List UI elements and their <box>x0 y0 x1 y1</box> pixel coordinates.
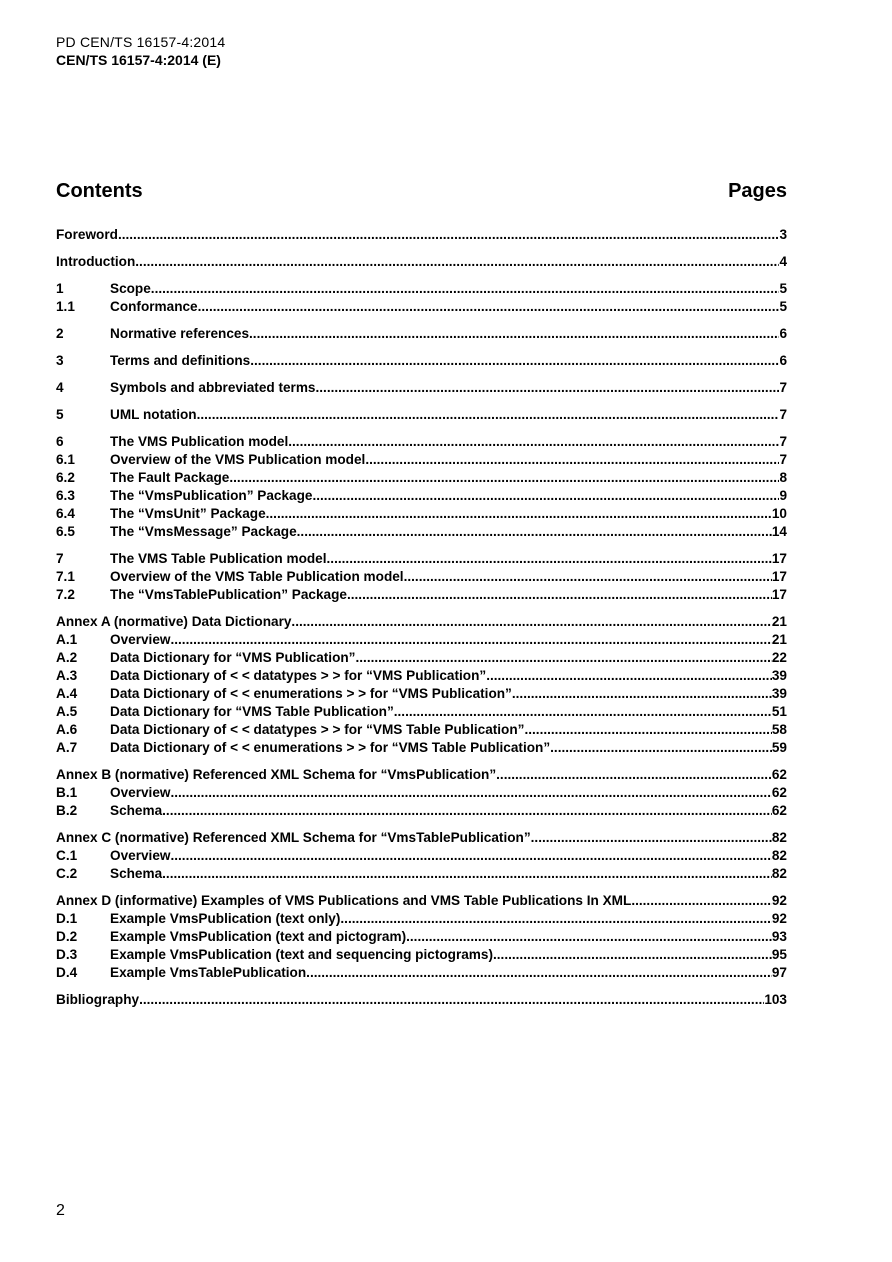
toc-dot-leader <box>170 847 771 865</box>
toc-dot-leader <box>170 784 771 802</box>
toc-entry-page: 93 <box>771 929 787 944</box>
toc-entry-page: 39 <box>771 668 787 683</box>
toc-entry[interactable] <box>56 991 787 1009</box>
toc-entry-number: 2 <box>56 326 64 341</box>
toc-entry-title: Normative references <box>110 326 250 341</box>
toc-entry-number: A.7 <box>56 740 78 755</box>
toc-entry-title: Annex B (normative) Referenced XML Schema for “VmsPublication” <box>56 767 497 782</box>
toc-entry-page: 95 <box>771 947 787 962</box>
toc-entry-page: 62 <box>771 785 787 800</box>
toc-entry[interactable] <box>56 964 787 982</box>
toc-entry-number: A.2 <box>56 650 78 665</box>
toc-dot-leader <box>316 379 780 397</box>
toc-dot-leader <box>118 226 780 244</box>
toc-dot-leader <box>229 469 779 487</box>
toc-dot-leader <box>312 487 779 505</box>
toc-dot-leader <box>631 892 772 910</box>
toc-entry-page: 62 <box>771 767 787 782</box>
toc-entry-number: 3 <box>56 353 64 368</box>
toc-entry[interactable] <box>56 406 787 424</box>
toc-entry-title: Annex C (normative) Referenced XML Schema for “VmsTablePublication” <box>56 830 531 845</box>
toc-entry-number: 1 <box>56 281 64 296</box>
toc-dot-leader <box>170 631 771 649</box>
toc-entry-title: Annex D (informative) Examples of VMS Publications and VMS Table Publications In XML <box>56 893 632 908</box>
toc-dot-leader <box>151 280 780 298</box>
contents-heading-row <box>56 180 787 204</box>
toc-entry-page: 39 <box>771 686 787 701</box>
toc-entry[interactable] <box>56 892 787 910</box>
toc-entry-number: C.1 <box>56 848 78 863</box>
toc-entry-title: Schema <box>110 803 163 818</box>
toc-entry[interactable] <box>56 451 787 469</box>
toc-entry-title: Bibliography <box>56 992 140 1007</box>
toc-entry-title: Foreword <box>56 227 118 242</box>
toc-entry-page: 5 <box>779 299 787 314</box>
toc-entry-page: 6 <box>779 353 787 368</box>
toc-entry[interactable] <box>56 847 787 865</box>
toc-entry-title: Introduction <box>56 254 136 269</box>
toc-entry-page: 7 <box>779 407 787 422</box>
toc-entry[interactable] <box>56 505 787 523</box>
toc-entry[interactable] <box>56 226 787 244</box>
toc-entry-title: Overview <box>110 632 171 647</box>
toc-dot-leader <box>531 829 772 847</box>
toc-entry-title: The “VmsMessage” Package <box>110 524 297 539</box>
toc-entry-number: D.1 <box>56 911 78 926</box>
toc-entry-title: Data Dictionary of < < enumerations > > for “VMS Publication” <box>110 686 512 701</box>
toc-entry[interactable] <box>56 487 787 505</box>
toc-entry-title: Overview of the VMS Publication model <box>110 452 366 467</box>
toc-entry-page: 51 <box>771 704 787 719</box>
toc-entry-number: A.1 <box>56 632 78 647</box>
toc-dot-leader <box>365 451 779 469</box>
toc-dot-leader <box>162 802 772 820</box>
toc-entry-title: The Fault Package <box>110 470 230 485</box>
toc-entry-number: 7 <box>56 551 64 566</box>
toc-entry[interactable] <box>56 766 787 784</box>
toc-entry[interactable] <box>56 352 787 370</box>
toc-entry-number: B.1 <box>56 785 78 800</box>
toc-entry-title: Overview <box>110 785 171 800</box>
toc-entry-page: 7 <box>779 434 787 449</box>
toc-entry-title: The “VmsPublication” Package <box>110 488 313 503</box>
toc-entry-number: 6 <box>56 434 64 449</box>
toc-entry-page: 59 <box>771 740 787 755</box>
toc-entry-page: 8 <box>779 470 787 485</box>
toc-entry-title: Example VmsPublication (text only) <box>110 911 341 926</box>
toc-entry[interactable] <box>56 469 787 487</box>
toc-entry[interactable] <box>56 298 787 316</box>
toc-entry-title: Data Dictionary of < < datatypes > > for “VMS Publication” <box>110 668 487 683</box>
toc-entry-number: 1.1 <box>56 299 75 314</box>
toc-entry-page: 6 <box>779 326 787 341</box>
toc-entry-number: 6.5 <box>56 524 75 539</box>
toc-entry-title: Data Dictionary of < < datatypes > > for “VMS Table Publication” <box>110 722 525 737</box>
toc-entry-title: The “VmsTablePublication” Package <box>110 587 347 602</box>
toc-entry[interactable] <box>56 928 787 946</box>
toc-entry-page: 103 <box>764 992 787 1007</box>
toc-entry-number: 6.4 <box>56 506 75 521</box>
toc-entry-number: B.2 <box>56 803 78 818</box>
toc-dot-leader <box>394 703 772 721</box>
toc-entry-title: Data Dictionary of < < enumerations > > for “VMS Table Publication” <box>110 740 551 755</box>
toc-dot-leader <box>139 991 764 1009</box>
toc-entry[interactable] <box>56 802 787 820</box>
toc-entry-page: 9 <box>779 488 787 503</box>
document-id-bold-line: CEN/TS 16157-4:2014 (E) <box>56 52 221 68</box>
toc-dot-leader <box>266 505 772 523</box>
toc-entry-number: A.4 <box>56 686 78 701</box>
toc-entry-number: A.6 <box>56 722 78 737</box>
toc-entry-page: 17 <box>771 551 787 566</box>
toc-entry[interactable] <box>56 910 787 928</box>
pages-title: Pages <box>728 180 787 202</box>
toc-dot-leader <box>512 685 772 703</box>
toc-entry-page: 17 <box>771 569 787 584</box>
toc-entry-number: 6.2 <box>56 470 75 485</box>
toc-entry-page: 4 <box>779 254 787 269</box>
toc-entry[interactable] <box>56 325 787 343</box>
toc-entry-number: C.2 <box>56 866 78 881</box>
table-of-contents <box>56 226 787 1009</box>
toc-dot-leader <box>496 766 772 784</box>
toc-entry[interactable] <box>56 667 787 685</box>
toc-entry-page: 10 <box>771 506 787 521</box>
toc-entry-title: The “VmsUnit” Package <box>110 506 266 521</box>
toc-entry-number: 6.3 <box>56 488 75 503</box>
toc-dot-leader <box>404 568 772 586</box>
toc-entry-page: 21 <box>771 614 787 629</box>
toc-entry-title: Example VmsPublication (text and sequencing pictograms) <box>110 947 493 962</box>
toc-dot-leader <box>162 865 772 883</box>
toc-dot-leader <box>297 523 772 541</box>
toc-dot-leader <box>340 910 771 928</box>
toc-entry-page: 7 <box>779 380 787 395</box>
toc-entry-page: 3 <box>779 227 787 242</box>
toc-entry-title: Annex A (normative) Data Dictionary <box>56 614 292 629</box>
contents-title: Contents <box>56 180 143 202</box>
toc-dot-leader <box>347 586 772 604</box>
toc-entry[interactable] <box>56 586 787 604</box>
toc-entry-page: 82 <box>771 866 787 881</box>
toc-entry-title: Scope <box>110 281 151 296</box>
toc-entry-title: Example VmsPublication (text and pictogram) <box>110 929 407 944</box>
toc-entry-title: UML notation <box>110 407 197 422</box>
toc-entry-page: 22 <box>771 650 787 665</box>
toc-entry-title: Data Dictionary for “VMS Publication” <box>110 650 356 665</box>
toc-dot-leader <box>524 721 771 739</box>
toc-entry[interactable] <box>56 784 787 802</box>
toc-dot-leader <box>250 352 779 370</box>
toc-entry-title: Terms and definitions <box>110 353 251 368</box>
toc-entry-page: 97 <box>771 965 787 980</box>
toc-dot-leader <box>406 928 772 946</box>
toc-entry-page: 58 <box>771 722 787 737</box>
toc-entry-title: Overview of the VMS Table Publication model <box>110 569 404 584</box>
toc-entry[interactable] <box>56 613 787 631</box>
toc-dot-leader <box>291 613 771 631</box>
toc-entry-page: 14 <box>771 524 787 539</box>
toc-entry-page: 82 <box>771 848 787 863</box>
document-id-line: PD CEN/TS 16157-4:2014 <box>56 34 226 50</box>
toc-entry-page: 92 <box>771 911 787 926</box>
toc-entry-number: 6.1 <box>56 452 75 467</box>
toc-dot-leader <box>288 433 779 451</box>
toc-entry[interactable] <box>56 379 787 397</box>
toc-dot-leader <box>249 325 779 343</box>
toc-entry-page: 7 <box>779 452 787 467</box>
toc-entry-number: 7.1 <box>56 569 75 584</box>
toc-entry-page: 92 <box>771 893 787 908</box>
toc-entry-title: Schema <box>110 866 163 881</box>
toc-dot-leader <box>306 964 772 982</box>
toc-dot-leader <box>486 667 772 685</box>
toc-entry[interactable] <box>56 523 787 541</box>
toc-entry-title: The VMS Table Publication model <box>110 551 327 566</box>
toc-entry-title: Conformance <box>110 299 198 314</box>
toc-entry[interactable] <box>56 703 787 721</box>
toc-entry-page: 82 <box>771 830 787 845</box>
toc-entry[interactable] <box>56 631 787 649</box>
toc-entry-page: 62 <box>771 803 787 818</box>
toc-entry[interactable] <box>56 568 787 586</box>
toc-dot-leader <box>197 406 780 424</box>
toc-entry-title: Data Dictionary for “VMS Table Publication” <box>110 704 394 719</box>
toc-entry[interactable] <box>56 433 787 451</box>
toc-entry-title: Example VmsTablePublication <box>110 965 307 980</box>
toc-entry-number: D.2 <box>56 929 78 944</box>
toc-entry[interactable] <box>56 829 787 847</box>
toc-entry-number: 7.2 <box>56 587 75 602</box>
toc-entry-title: The VMS Publication model <box>110 434 289 449</box>
toc-entry-number: D.3 <box>56 947 78 962</box>
toc-entry-page: 5 <box>779 281 787 296</box>
toc-entry[interactable] <box>56 649 787 667</box>
toc-entry-number: A.5 <box>56 704 78 719</box>
page-number: 2 <box>56 1202 65 1219</box>
toc-entry[interactable] <box>56 721 787 739</box>
toc-entry-number: 5 <box>56 407 64 422</box>
toc-entry-number: A.3 <box>56 668 78 683</box>
toc-entry-title: Symbols and abbreviated terms <box>110 380 316 395</box>
toc-entry[interactable] <box>56 280 787 298</box>
toc-dot-leader <box>327 550 772 568</box>
toc-entry[interactable] <box>56 946 787 964</box>
toc-dot-leader <box>550 739 772 757</box>
toc-dot-leader <box>355 649 771 667</box>
toc-dot-leader <box>135 253 779 271</box>
toc-entry[interactable] <box>56 865 787 883</box>
toc-entry-number: 4 <box>56 380 64 395</box>
toc-entry[interactable] <box>56 739 787 757</box>
toc-entry-page: 21 <box>771 632 787 647</box>
toc-entry[interactable] <box>56 685 787 703</box>
toc-entry[interactable] <box>56 550 787 568</box>
toc-dot-leader <box>198 298 780 316</box>
toc-entry-title: Overview <box>110 848 171 863</box>
toc-entry-number: D.4 <box>56 965 78 980</box>
toc-entry[interactable] <box>56 253 787 271</box>
toc-entry-page: 17 <box>771 587 787 602</box>
toc-dot-leader <box>493 946 772 964</box>
